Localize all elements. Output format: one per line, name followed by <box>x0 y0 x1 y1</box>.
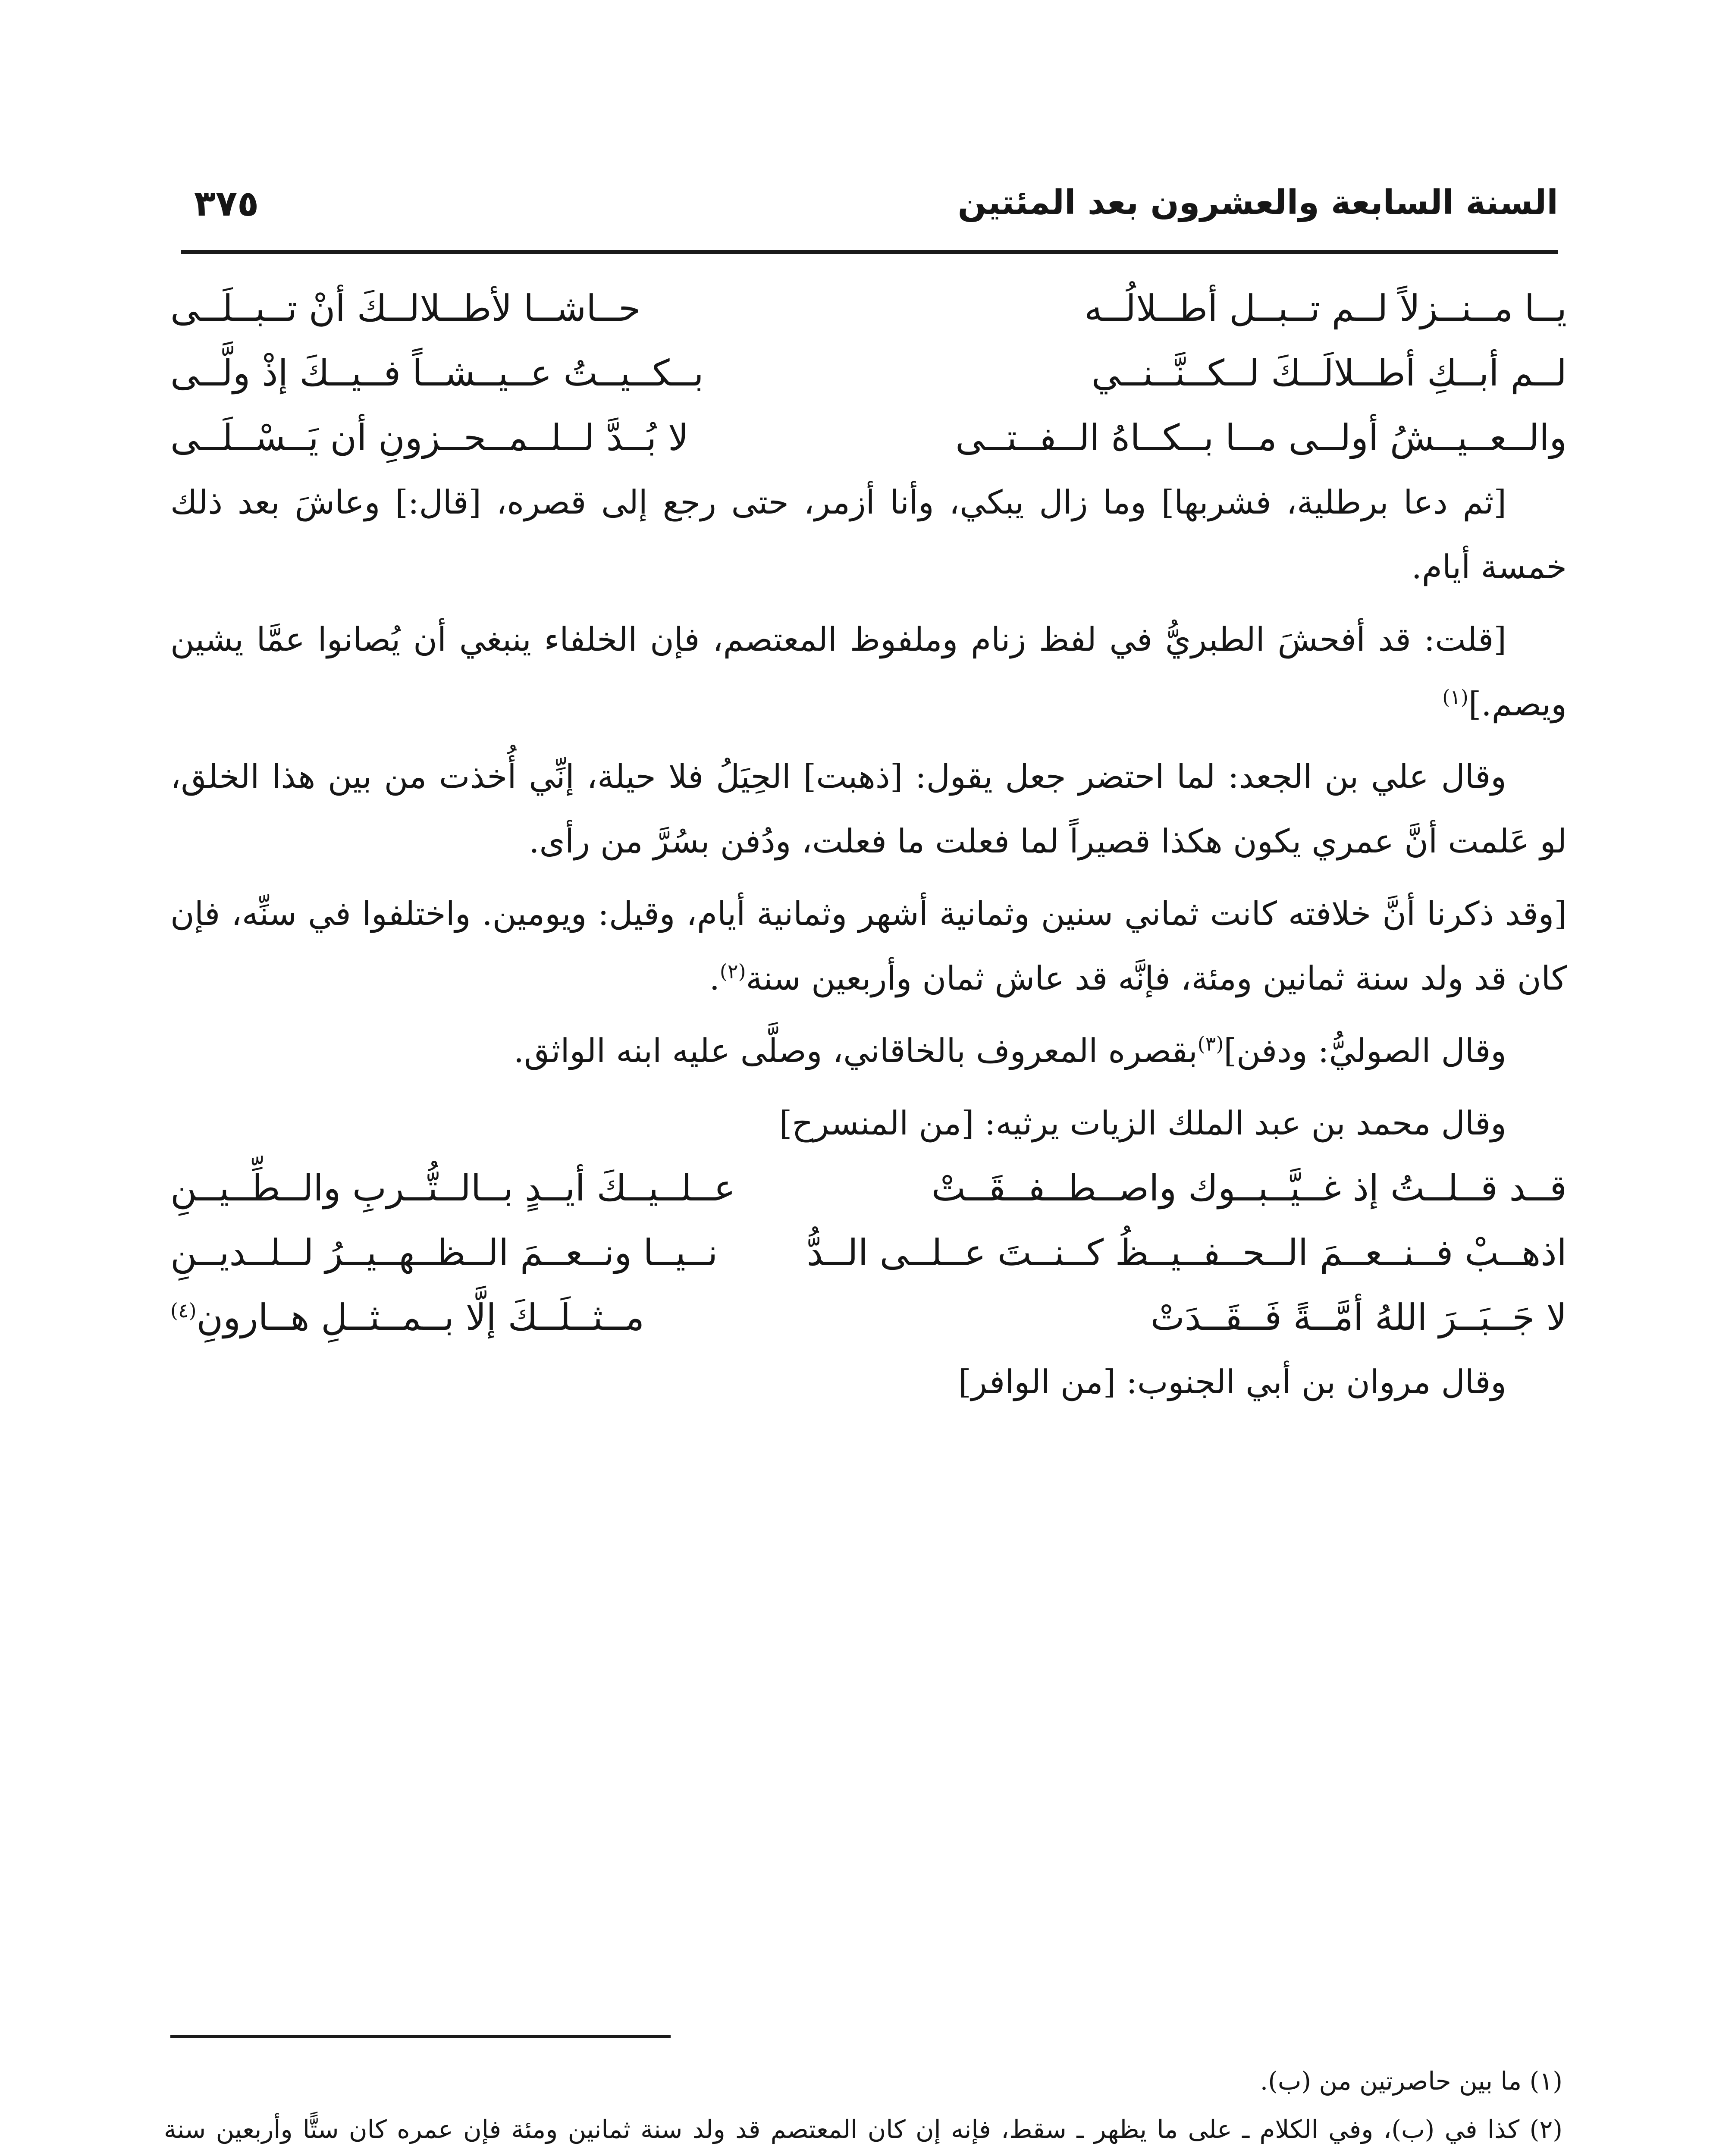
verse-first-hemistich: لا جَــبَــرَ اللهُ أمَّــةً فَــقَــدَتْ <box>1150 1296 1567 1338</box>
paragraph: وقال مروان بن أبي الجنوب: [من الوافر] <box>958 1363 1506 1401</box>
page-header <box>181 170 1558 244</box>
poem-verse <box>170 1220 1567 1285</box>
footnote-ref: (٣) <box>1197 1032 1224 1056</box>
poem-verse <box>170 405 1567 470</box>
paragraph: وقال محمد بن عبد الملك الزيات يرثيه: [من المنسرح] <box>779 1104 1506 1142</box>
verse-first-hemistich: اذهــبْ فــنــعــمَ الــحــفــيــظُ كــنــتَ عــلــى الــدُّ <box>806 1232 1567 1274</box>
page-number: ٣٧٥ <box>194 183 259 224</box>
running-title: السنة السابعة والعشرون بعد المئتين <box>957 183 1558 222</box>
poem-verse <box>170 1156 1567 1220</box>
paragraph: [ثم دعا برطلية، فشربها] وما زال يبكي، وأنا أزمر، حتى رجع إلى قصره، [قال:] وعاشَ بعد ذلك خمسة أيام. <box>170 483 1567 586</box>
poem-verse <box>170 276 1567 341</box>
verse-second-hemistich: حــاشــا لأطــلالــكَ أنْ تــبــلَــى <box>170 287 641 329</box>
footnotes <box>164 2057 1562 2156</box>
paragraph-text: وقال الصوليُّ: ودفن] <box>1224 1031 1506 1070</box>
paragraph-text: . <box>709 959 720 997</box>
paragraph-text: بقصره المعروف بالخاقاني، وصلَّى عليه ابنه الواثق. <box>513 1031 1198 1070</box>
poem-verse <box>170 341 1567 405</box>
verse-second-hemistich: نــيــا ونــعــمَ الــظــهــيــرُ لــلــديــنِ <box>170 1232 718 1274</box>
paragraph <box>170 881 1567 1011</box>
verse-first-hemistich: لــم أبــكِ أطــلالَــكَ لــكــنَّــنــي <box>1091 352 1567 394</box>
verse-first-hemistich: والــعــيــشُ أولــى مــا بــكــاهُ الــفــتــى <box>955 417 1567 459</box>
footnote-ref: (٢) <box>719 959 746 983</box>
verse-second-hemistich: بــكــيــتُ عــيــشــاً فــيــكَ إذْ ولَّــى <box>170 352 704 394</box>
paragraph: وقال علي بن الجعد: لما احتضر جعل يقول: [ذهبت] الحِيَلُ فلا حيلة، إنِّي أُخذت من بين هذا الخلق، لو عَلمت أنَّ عمري يكون هكذا قصيراً لما فعلت ما فعلت، ودُفن بسُرَّ من رأى. <box>170 757 1567 860</box>
verse-first-hemistich: يــا مــنــزلاً لــم تــبــل أطــلالُــه <box>1084 287 1567 329</box>
footnote-rule <box>170 2035 671 2038</box>
footnote-ref: (١) <box>1442 685 1468 709</box>
verse-first-hemistich: قــد قــلــتُ إذ غــيَّــبــوك واصــطــفــقَــتْ <box>931 1167 1567 1209</box>
header-rule <box>181 250 1558 254</box>
poem-verse <box>170 1285 1567 1350</box>
paragraph <box>170 607 1567 736</box>
footnote-ref: (٤) <box>170 1299 197 1322</box>
footnote: (١) ما بين حاصرتين من (ب). <box>1260 2066 1562 2096</box>
paragraph-text: [قلت: قد أفحشَ الطبريُّ في لفظ زنام وملفوظ المعتصم، فإن الخلفاء ينبغي أن يُصانوا عمَّا يشين ويصم.] <box>170 620 1567 723</box>
verse-second-hemistich: عــلــيــكَ أيــدٍ بــالــتُّــربِ والــطِّــيــنِ <box>170 1167 736 1209</box>
paragraph <box>170 1018 1567 1083</box>
verse-second-hemistich <box>170 1285 841 1350</box>
paragraph-text: [وقد ذكرنا أنَّ خلافته كانت ثماني سنين وثمانية أشهر وثمانية أيام، وقيل: ويومين. واختلفوا في سنِّه، فإن كان قد ولد سنة ثمانين ومئة، فإنَّه قد عاش ثمان وأربعين سنة <box>170 894 1567 997</box>
hemistich-text: مــثــلَــكَ إلَّا بــمــثــلِ هــارونِ <box>196 1296 645 1338</box>
footnote: (٢) كذا في (ب)، وفي الكلام ـ على ما يظهر ـ سقط، فإنه إن كان المعتصم قد ولد سنة ثمانين ومئة فإن عمره كان ستًّا وأربعين سنة <box>164 2115 1562 2144</box>
main-text <box>170 276 1567 1414</box>
verse-second-hemistich: لا بُــدَّ لــلــمــحــزونِ أن يَــسْــلَــى <box>170 417 689 459</box>
